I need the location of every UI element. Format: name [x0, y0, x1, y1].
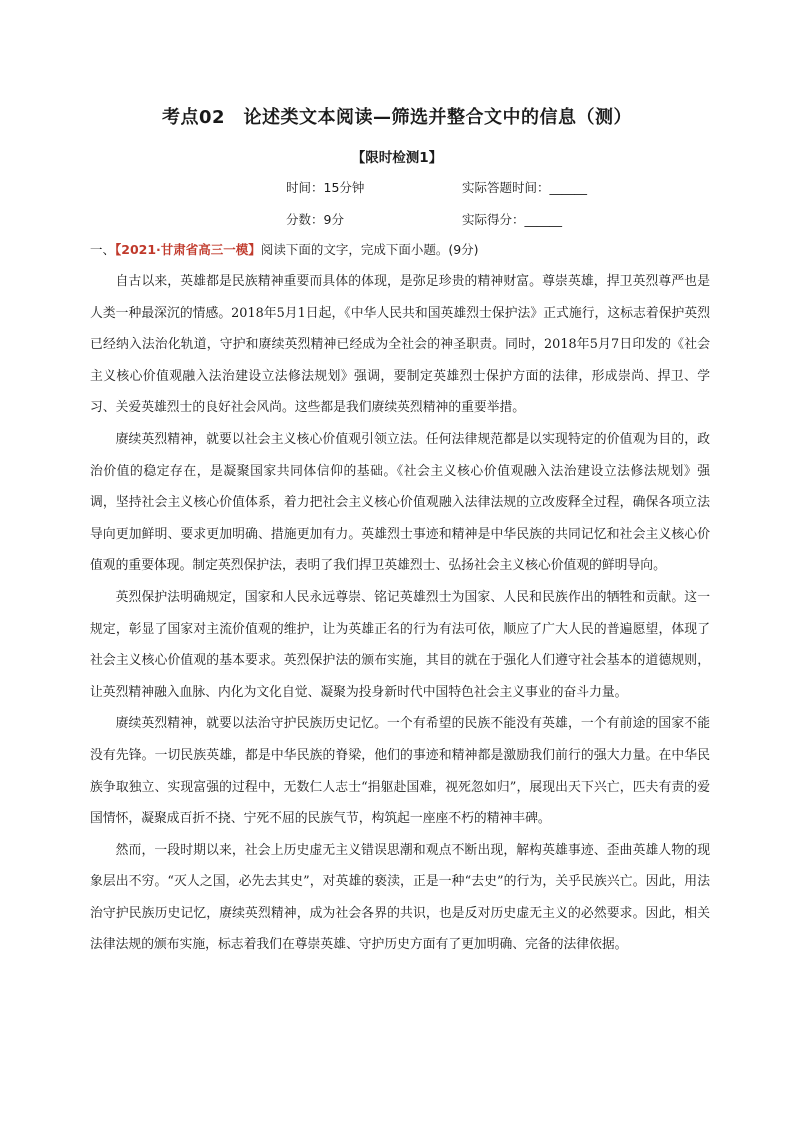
paragraph: 英烈保护法明确规定，国家和人民永远尊崇、铭记英雄烈士为国家、人民和民族作出的牺牲和贡献。这一规定，彰显了国家对主流价值观的维护，让为英雄正名的行为有法可依，顺应了广大人民的普遍愿望，体现了社会主义核心价值观的基本要求。英烈保护法的颁布实施，其目的就在于强化人们遵守社会基本的道德规则，让英烈精神融入血脉、内化为文化自觉、凝聚为投身新时代中国特色社会主义事业的奋斗力量。 [90, 589, 710, 700]
paragraph: 自古以来，英雄都是民族精神重要而具体的体现，是弥足珍贵的精神财富。尊崇英雄，捍卫英烈尊严也是人类一种最深沉的情感。2018年5月1日起，《中华人民共和国英雄烈士保护法》正式施行，这标志着保护英烈已经纳入法治化轨道，守护和赓续英烈精神已经成为全社会的神圣职责。同时，2018年5月7日印发的《社会主义核心价值观融入法治建设立法修法规划》强调，要制定英雄烈士保护方面的法律，形成崇尚、捍卫、学习、关爱英雄烈士的良好社会风尚。这些都是我们赓续英烈精神的重要举措。 [90, 274, 710, 416]
actual-score-field: 实际得分：______ [462, 212, 563, 227]
page-subtitle: 【限时检测1】 [351, 150, 443, 166]
page-title: 考点02 论述类文本阅读—筛选并整合文中的信息（测） [161, 107, 633, 128]
paragraph: 赓续英烈精神，就要以法治守护民族历史记忆。一个有希望的民族不能没有英雄，一个有前途的国家不能没有先锋。一切民族英雄，都是中华民族的脊梁，他们的事迹和精神都是激励我们前行的强大力量。在中华民族争取独立、实现富强的过程中，无数仁人志士“捐躯赴国难，视死忽如归”，展现出天下兴亡，匹夫有责的爱国情怀，凝聚成百折不挠、宁死不屈的民族气节，构筑起一座座不朽的精神丰碑。 [90, 716, 710, 827]
score-total: 分数：9分 [286, 212, 344, 227]
paragraph: 然而，一段时期以来，社会上历史虚无主义错误思潮和观点不断出现，解构英雄事迹、歪曲英雄人物的现象层出不穷。“灭人之国，必先去其史”，对英雄的亵渎，正是一种“去史”的行为，关乎民族兴亡。因此，用法治守护民族历史记忆，赓续英烈精神，成为社会各界的共识，也是反对历史虚无主义的必然要求。因此，相关法律法规的颁布实施，标志着我们在尊崇英雄、守护历史方面有了更加明确、完备的法律依据。 [90, 842, 710, 953]
question-prompt: 阅读下面的文字，完成下面小题。(9分) [260, 242, 479, 257]
question-number: 一、 [90, 242, 116, 257]
question-header [90, 240, 479, 258]
paragraph: 赓续英烈精神，就要以社会主义核心价值观引领立法。任何法律规范都是以实现特定的价值观为目的，政治价值的稳定存在，是凝聚国家共同体信仰的基础。《社会主义核心价值观融入法治建设立法修法规划》强调，坚持社会主义核心价值体系，着力把社会主义核心价值观融入法律法规的立改废释全过程，确保各项立法导向更加鲜明、要求更加明确、措施更加有力。英雄烈士事迹和精神是中华民族的共同记忆和社会主义核心价值观的重要体现。制定英烈保护法，表明了我们捍卫英雄烈士、弘扬社会主义核心价值观的鲜明导向。 [90, 431, 710, 574]
question-source: 【2021·甘肃省高三一模】 [115, 242, 261, 257]
reading-passage [90, 266, 710, 961]
time-limit: 时间：15分钟 [286, 180, 365, 195]
actual-time-field: 实际答题时间：______ [462, 180, 588, 195]
